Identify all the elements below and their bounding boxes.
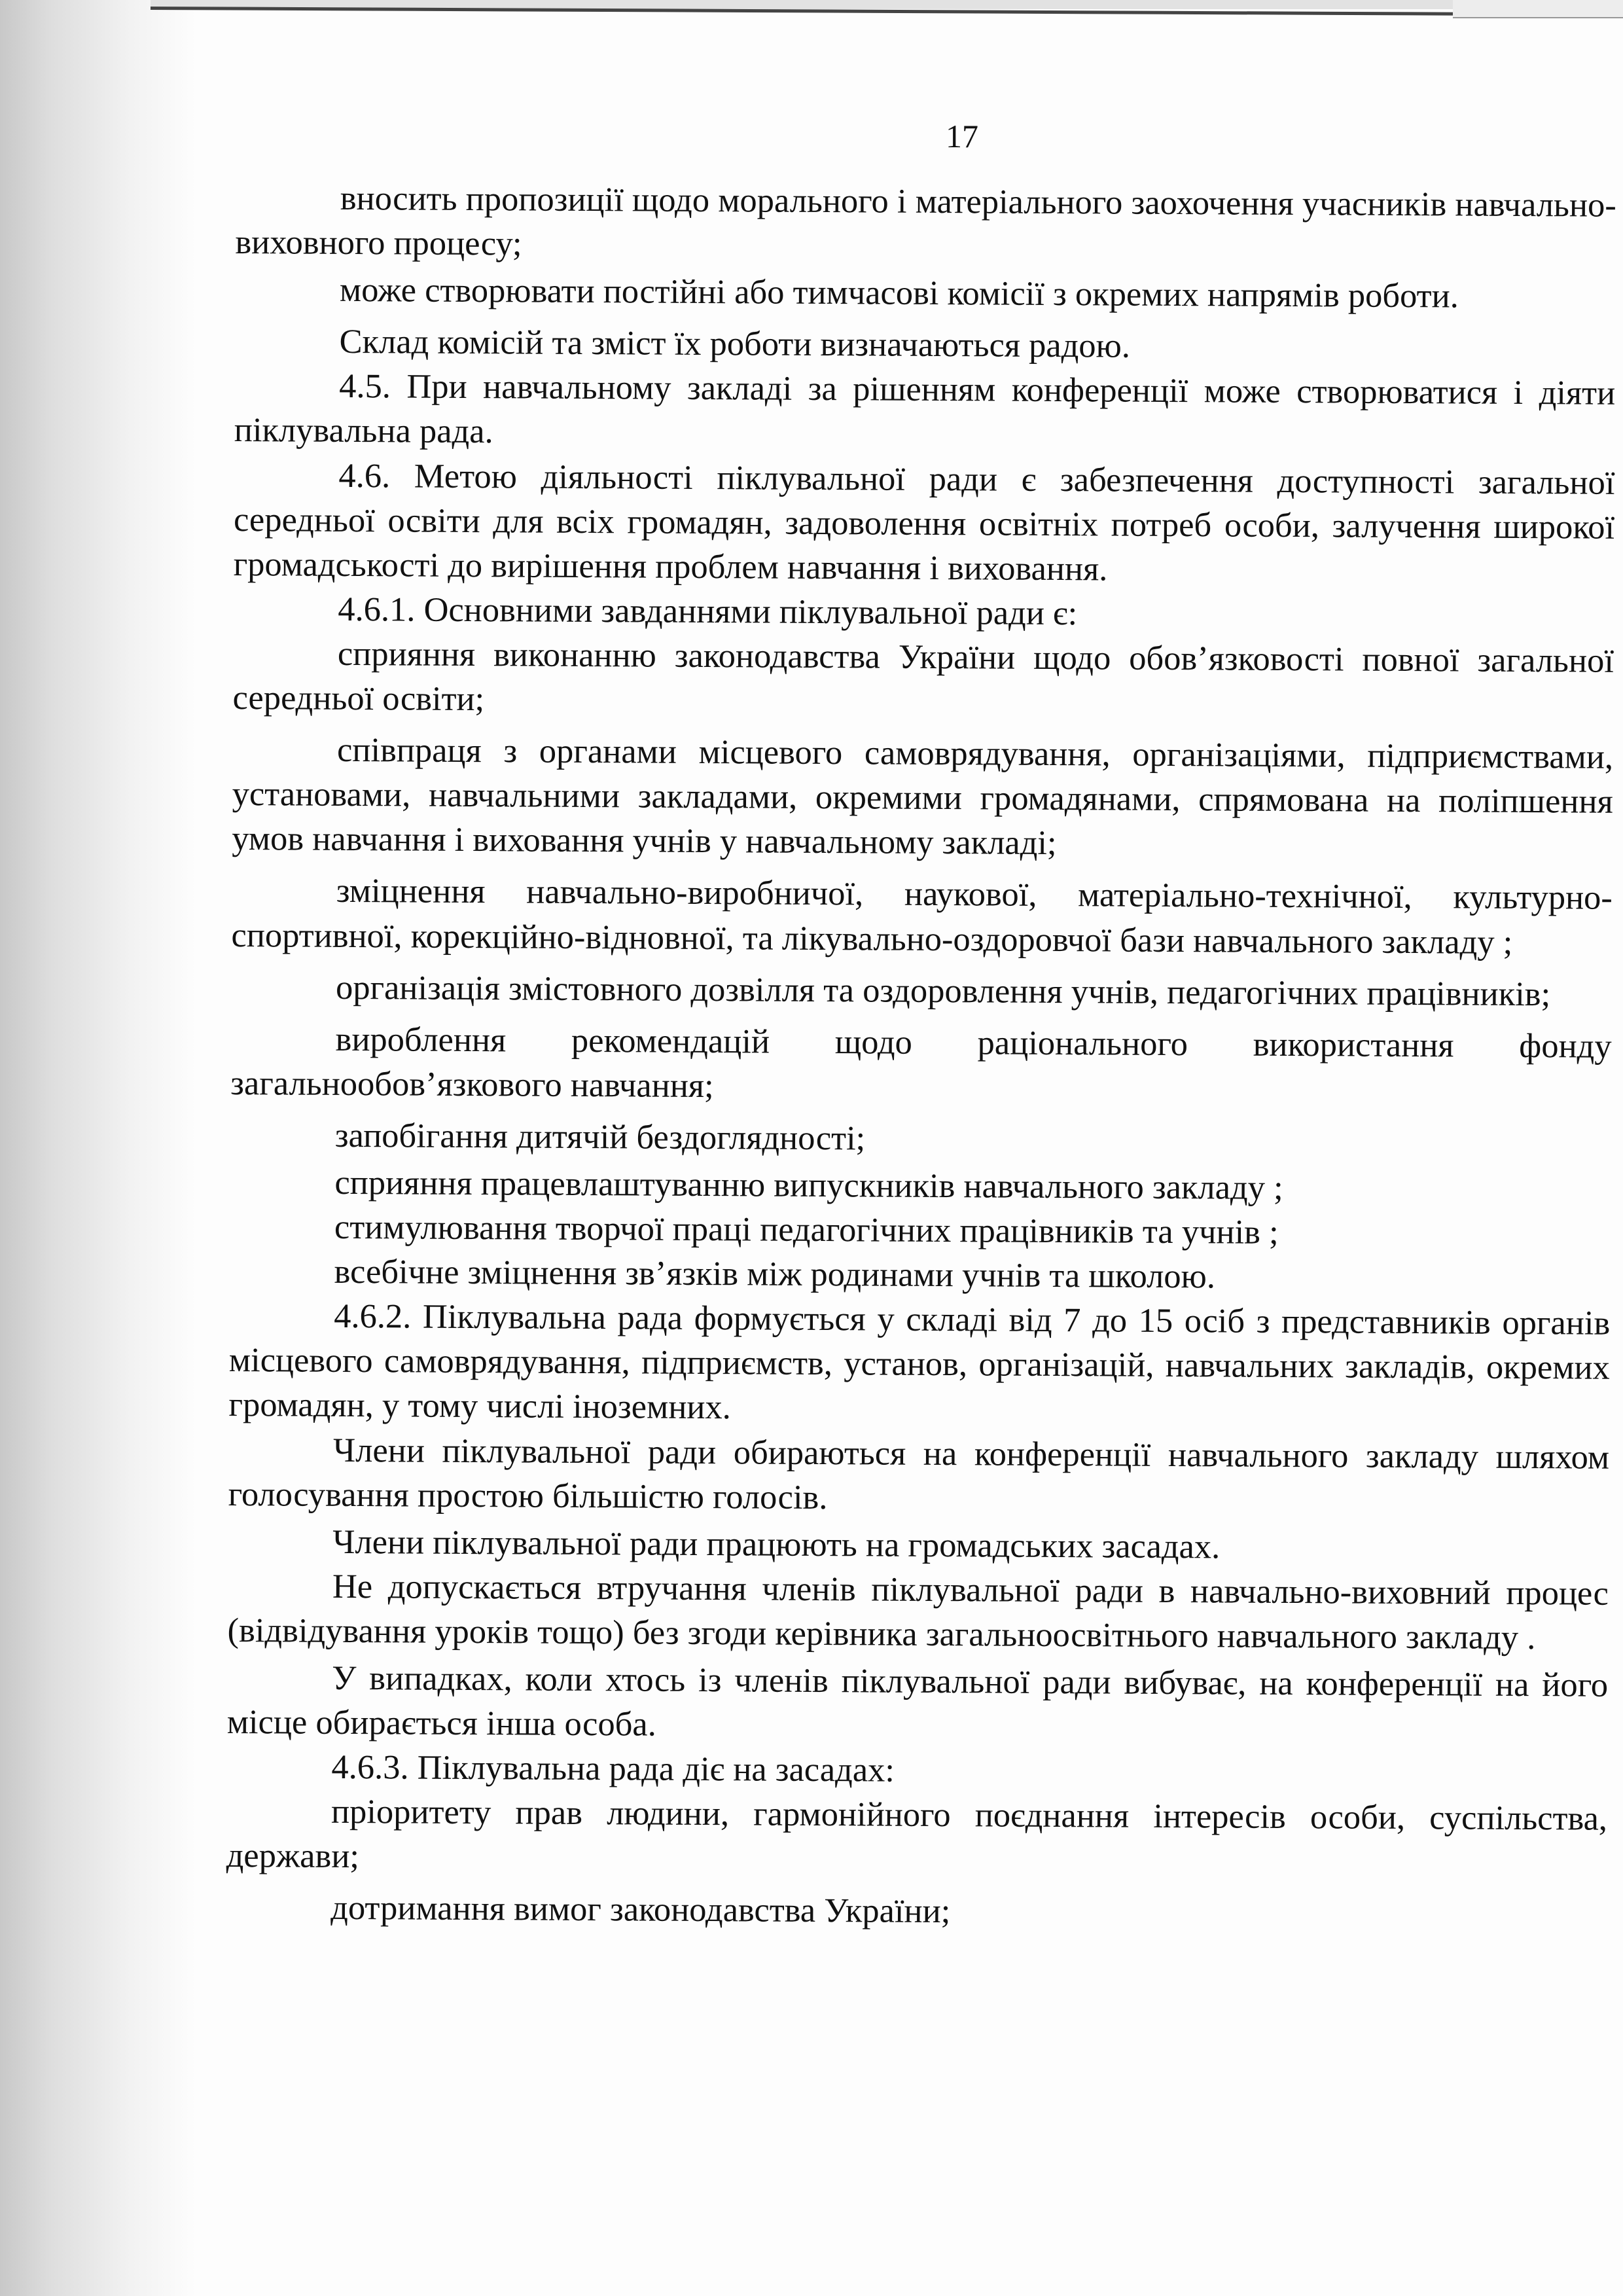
paragraph: сприяння працевлаштуванню випускників навчального закладу ; <box>334 1163 1283 1207</box>
paragraph: Склад комісій та зміст їх роботи визначаються радою. <box>339 323 1131 365</box>
paragraph: Не допускається втручання членів піклувальної ради в навчально-виховний процес (відвідування уроків тощо) без згоди керівника загальноосвітнього навчального закладу . <box>227 1567 1609 1657</box>
paragraph: Члени піклувальної ради обираються на конференції навчального закладу шляхом голосування простою більшістю голосів. <box>228 1431 1610 1516</box>
paragraph: пріоритету прав людини, гармонійного поєднання інтересів особи, суспільства, держави; <box>226 1793 1608 1876</box>
paragraph: зміцнення навчально-виробничої, наукової, матеріально-технічної, культурно-спортивної, корекційно-відновної, та лікувально-оздоровчої бази навчального закладу ; <box>231 872 1613 961</box>
document-body <box>226 175 1616 1937</box>
paragraph: 4.6.1. Основними завданнями піклувальної ради є: <box>338 590 1078 633</box>
paragraph: організація змістовного дозвілля та оздоровлення учнів, педагогічних працівників; <box>335 968 1551 1013</box>
scan-corner-fold <box>1453 0 1623 18</box>
paragraph: 4.6.3. Піклувальна рада діє на засадах: <box>331 1748 895 1789</box>
paragraph: вироблення рекомендацій щодо раціонального використання фонду загальнообов’язкового навчання; <box>230 1020 1612 1105</box>
page-number: 17 <box>946 118 978 154</box>
paragraph: У випадках, коли хтось із членів піклувальної ради вибуває, на конференції на його місце обирається інша особа. <box>226 1659 1609 1744</box>
paragraph: 4.5. При навчальному закладі за рішенням конференції може створюватися і діяти піклувальна рада. <box>234 367 1616 451</box>
scan-binding-shadow <box>0 0 196 2296</box>
paragraph: вносить пропозиції щодо морального і матеріального заохочення учасників навчально-виховного процесу; <box>235 179 1616 263</box>
paragraph: 4.6.2. Піклувальна рада формується у складі від 7 до 15 осіб з представників органів місцевого самоврядування, підприємств, установ, організацій, навчальних закладів, окремих громадян, у тому числі іноземних. <box>228 1297 1611 1427</box>
paragraph: співпраця з органами місцевого самоврядування, організаціями, підприємствами, установами, навчальними закладами, окремими громадянами, спрямована на поліпшення умов навчання і виховання учнів у навчальному закладі; <box>232 731 1614 863</box>
paragraph: дотримання вимог законодавства України; <box>330 1889 951 1931</box>
paragraph: запобігання дитячій бездоглядності; <box>334 1116 866 1158</box>
paragraph: Члени піклувальної ради працюють на громадських засадах. <box>332 1522 1221 1566</box>
paragraph: 4.6. Метою діяльності піклувальної ради є забезпечення доступності загальної середньої освіти для всіх громадян, задоволення освітніх потреб особи, залучення широкої громадськості до вирішення проблем навчання і виховання. <box>233 456 1615 588</box>
paragraph: може створювати постійні або тимчасові комісії з окремих напрямів роботи. <box>339 271 1459 315</box>
paragraph: сприяння виконанню законодавства України щодо обов’язковості повної загальної середньої освіти; <box>232 634 1614 719</box>
paragraph: стимулювання творчої праці педагогічних працівників та учнів ; <box>334 1208 1279 1251</box>
paragraph: всебічне зміцнення зв’язків між родинами учнів та школою. <box>334 1253 1216 1296</box>
